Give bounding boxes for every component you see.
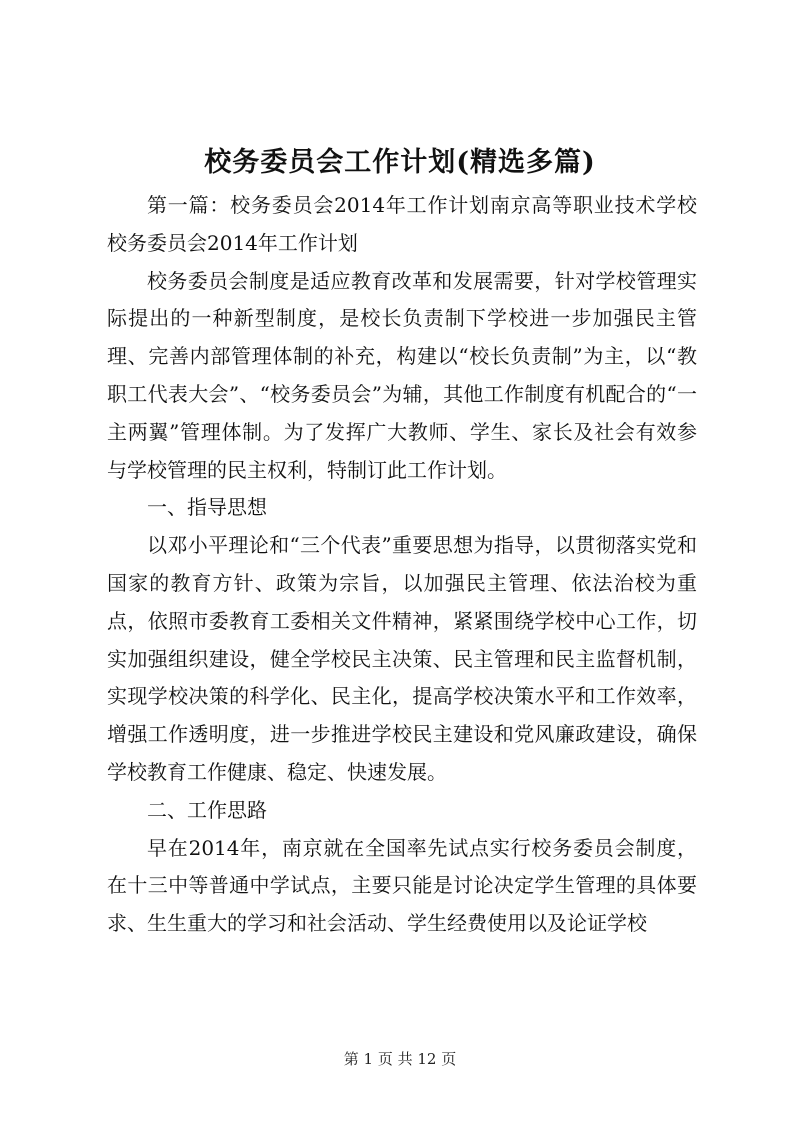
document-body [107,187,697,943]
section-heading-paragraph: 第一篇：校务委员会2014年工作计划南京高等职业技术学校校务委员会2014年工作计划 [107,193,697,255]
section-heading-work-approach: 二、工作思路 [147,797,267,822]
guiding-ideology-paragraph: 以邓小平理论和“三个代表”重要思想为指导，以贯彻落实党和国家的教育方针、政策为宗旨，以加强民主管理、依法治校为重点，依照市委教育工委相关文件精神，紧紧围绕学校中心工作，切实加强组织建设，健全学校民主决策、民主管理和民主监督机制，实现学校决策的科学化、民主化，提高学校决策水平和工作效率，增强工作透明度，进一步推进学校民主建设和党风廉政建设，确保学校教育工作健康、稳定、快速发展。 [107,533,697,784]
page-number-footer: 第 1 页 共 12 页 [343,1050,457,1068]
section-heading-guiding-ideology: 一、指导思想 [147,495,267,520]
work-approach-paragraph: 早在2014年，南京就在全国率先试点实行校务委员会制度，在十三中等普通中学试点，主要只能是讨论决定学生管理的具体要求、生生重大的学习和社会活动、学生经费使用以及论证学校 [107,835,697,936]
intro-paragraph: 校务委员会制度是适应教育改革和发展需要，针对学校管理实际提出的一种新型制度，是校长负责制下学校进一步加强民主管理、完善内部管理体制的补充，构建以“校长负责制”为主，以“教职工代表大会”、“校务委员会”为辅，其他工作制度有机配合的“一主两翼”管理体制。为了发挥广大教师、学生、家长及社会有效参与学校管理的民主权利，特制订此工作计划。 [107,268,697,482]
document-title: 校务委员会工作计划(精选多篇) [204,147,596,178]
